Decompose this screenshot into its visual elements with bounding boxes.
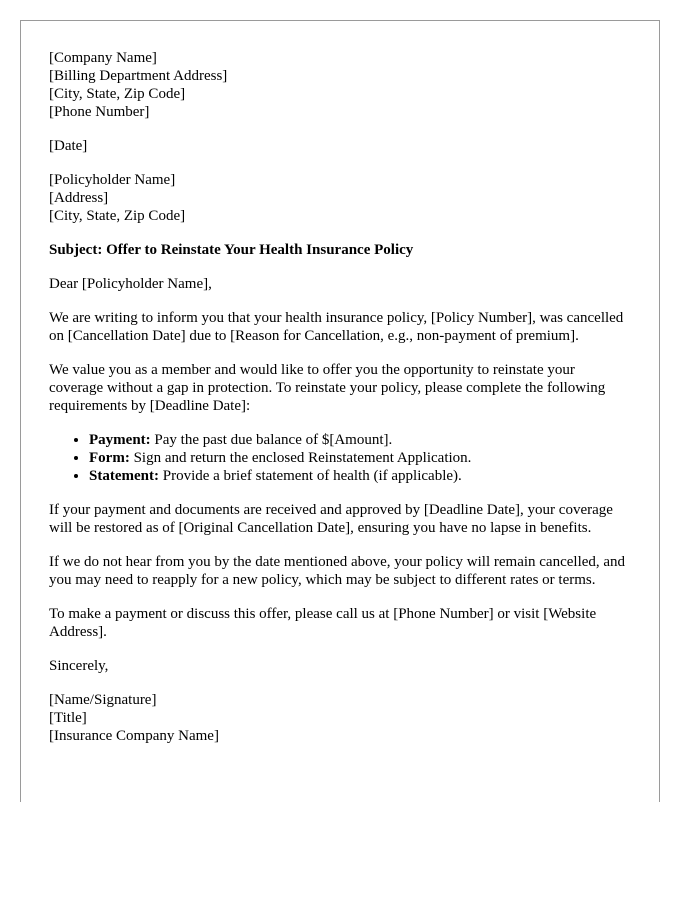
signature-block <box>49 691 631 745</box>
salutation: Dear [Policyholder Name], <box>49 276 212 292</box>
signature-name: [Name/Signature] <box>49 692 157 708</box>
sender-block <box>49 49 631 121</box>
letter-page <box>20 20 660 802</box>
requirement-label: Payment: <box>89 432 151 448</box>
requirement-text: Provide a brief statement of health (if applicable). <box>158 468 462 484</box>
sender-phone: [Phone Number] <box>49 104 150 120</box>
requirement-text: Pay the past due balance of $[Amount]. <box>150 432 393 448</box>
requirement-label: Statement: <box>89 468 159 484</box>
closing: Sincerely, <box>49 658 109 674</box>
list-item <box>89 449 631 467</box>
sender-address: [Billing Department Address] <box>49 68 228 84</box>
paragraph-consequence: If we do not hear from you by the date mentioned above, your policy will remain cancelled, and you may need to reapply for a new policy, which may be subject to different rates or terms. <box>49 554 626 588</box>
recipient-name: [Policyholder Name] <box>49 172 176 188</box>
requirement-text: Sign and return the enclosed Reinstatement Application. <box>129 450 472 466</box>
paragraph-restoration: If your payment and documents are received and approved by [Deadline Date], your coverage will be restored as of [Original Cancellation Date], ensuring you have no lapse in benefits. <box>49 502 613 536</box>
subject-line: Subject: Offer to Reinstate Your Health Insurance Policy <box>49 242 414 258</box>
requirements-list <box>49 431 631 485</box>
recipient-city-state-zip: [City, State, Zip Code] <box>49 208 186 224</box>
requirement-label: Form: <box>89 450 130 466</box>
signature-title: [Title] <box>49 710 87 726</box>
list-item <box>89 431 631 449</box>
paragraph-cancellation-notice: We are writing to inform you that your health insurance policy, [Policy Number], was cancelled on [Cancellation Date] due to [Reason for Cancellation, e.g., non-payment of premium]. <box>49 310 624 344</box>
paragraph-reinstatement-offer: We value you as a member and would like to offer you the opportunity to reinstate your coverage without a gap in protection. To reinstate your policy, please complete the following requirements by [Deadline Date]: <box>49 362 606 414</box>
sender-company: [Company Name] <box>49 50 157 66</box>
sender-city-state-zip: [City, State, Zip Code] <box>49 86 186 102</box>
list-item <box>89 467 631 485</box>
signature-company: [Insurance Company Name] <box>49 728 219 744</box>
paragraph-contact: To make a payment or discuss this offer, please call us at [Phone Number] or visit [Website Address]. <box>49 606 597 640</box>
recipient-block <box>49 171 631 225</box>
recipient-address: [Address] <box>49 190 109 206</box>
letter-date: [Date] <box>49 138 88 154</box>
